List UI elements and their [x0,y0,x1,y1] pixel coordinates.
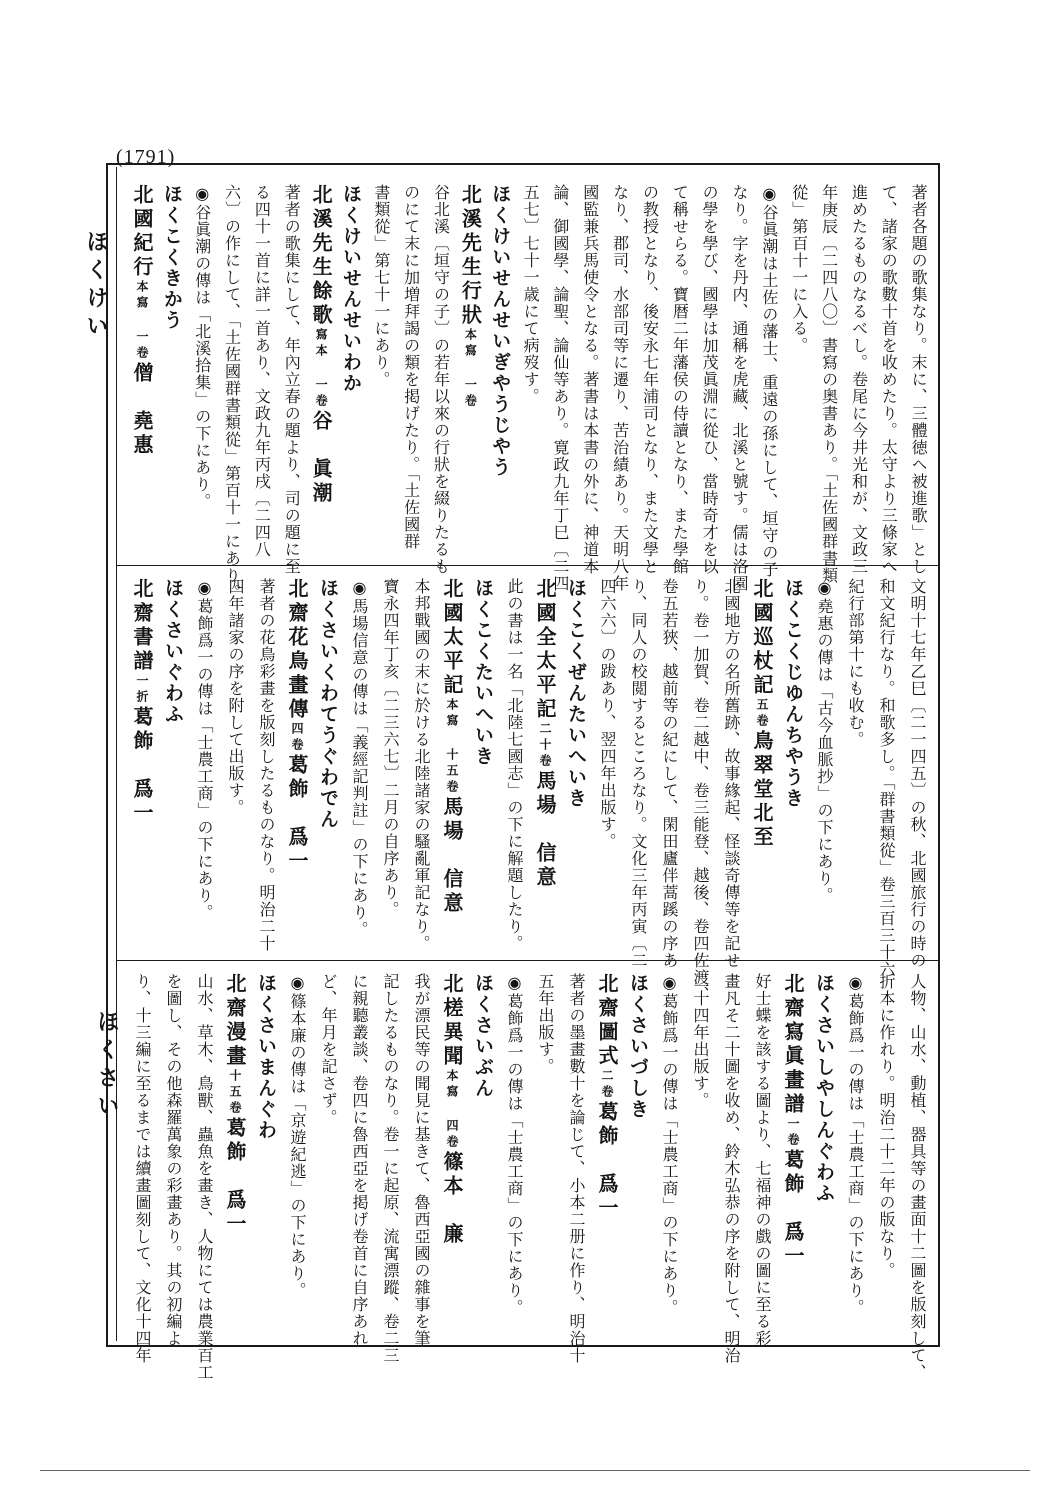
entry-reading: ほくさいづしき [627,973,649,1120]
text-column: 畫凡そ二十圖を收め、鈴木弘恭の序を附して、明治 [722,973,741,1364]
text-column: のにて末に加増拜謁の類を掲げたり。「土佐國群 [401,184,421,550]
text-column: 此の書は一名「北陸七國志」の下に解題したり。 [505,578,524,952]
text-column: 文明十七年乙巳〔二一四五〕の秋、北國旅行の時の [908,578,927,969]
entry-title [440,973,464,1247]
entry-title [285,578,309,874]
volume-info: 本寫 四卷 [445,1069,459,1151]
text-column: 本邦戰國の末に於ける北陸諸家の騷亂軍記なり。 [412,578,431,952]
title-text: 北國全太平記 [533,578,557,722]
volume-info: 二十卷 [538,722,552,770]
text-column: 谷北溪〔垣守の子〕の若年以來の行狀を綴りたるも [431,184,451,575]
text-column: 好士蝶を該する圖より、七福神の戲の圖に至る彩 [753,973,772,1347]
text-column: 著者の花鳥彩畫を版刻したるものなり。明治二十 [257,578,276,952]
author-name: 葛飾 爲一 [595,1101,619,1221]
title-text: 北齋圖式 [595,973,619,1069]
entry-title [130,184,154,458]
title-text: 北國紀行 [130,184,154,280]
author-name: 葛飾 爲一 [781,1149,805,1269]
author-name: 谷 眞潮 [309,410,334,506]
volume-info: 本寫 一卷 [463,328,478,410]
margin-heading-bottom: ほくさい [94,1010,120,1122]
text-column: 二十四年出版す。 [691,973,710,1109]
text-column: なり、郡司、水部司等に遷り、苦治績あり。天明八年 [610,184,630,592]
author-name: 馬場 信意 [533,770,557,890]
entry-title [440,578,464,916]
author-name: 葛飾 爲一 [130,706,154,826]
entry-reading: ほくこくじゆんちやうき [782,578,804,809]
entry-reading: ほくさいくわてうぐわでん [317,578,339,830]
text-column: 我が漂民等の聞見に基きて、魯西亞國の雜事を筆 [412,973,431,1347]
text-column: 折本に作れり。明治二十二年の版なり。 [877,973,896,1279]
entry-title [309,184,333,506]
title-text: 北國太平記 [440,578,464,698]
text-column: る四十一首に詳一首あり、文政九年丙戌〔二四八 [252,184,272,558]
text-column: 紀行部第十にも收む。 [846,578,865,748]
volume-info: 二卷 [600,1069,614,1101]
text-column: 四年諸家の序を附して出版す。 [226,578,245,816]
author-name: 葛飾 爲一 [285,754,309,874]
text-column: 六〕の作にして、「土佐國群書類從」第百十一にあり。 [222,184,242,601]
entry-reading: ほくさいまんぐわ [255,973,277,1141]
text-column: 著者各題の歌集なり。末に、三體徳ヘ被進歌」とし [909,184,929,575]
author-name: 鳥翠堂北至 [750,730,774,850]
entry-title [130,578,154,826]
title-text: 北齋寫眞畫譜 [781,973,805,1117]
entry-reading: ほくこくきかう [160,184,183,331]
title-text: 北國巡杖記 [750,578,774,698]
text-column: り、同人の校閲するところなり。文化三年丙寅〔二 [629,578,648,969]
volume-info: 一折 [135,674,149,706]
text-column: ◉馬場信意の傳は「義經記判註」の下にあり。 [350,578,369,938]
text-column: 論、御國學、論聖、論仙等あり。寛政九年丁巳〔二四 [550,184,570,592]
text-column: ◉谷眞潮の傳は「北溪拾集」の下にあり。 [192,184,212,510]
text-column: 從」第百十一に入る。 [789,184,809,354]
text-column: 進めたるものなるべし。卷尾に今井光和が、文政三 [849,184,869,575]
text-column: り、十三編に至るまでは續畫圖刻して、文化十四年 [133,973,152,1364]
volume-info: 本寫 一卷 [135,280,149,362]
text-column: ◉葛飾爲一の傳は「士農工商」の下にあり。 [660,973,679,1316]
volume-info: 本寫 十五卷 [445,698,459,796]
text-column: り。卷一加賀、卷二越中、卷三能登、越後、卷四佐渡、 [691,578,710,1003]
title-text: 北齋漫畫 [223,973,247,1069]
entry-title [750,578,774,850]
section-middle [120,570,936,1003]
text-column: ◉篠本廉の傳は「京遊紀逃」の下にあり。 [288,973,307,1299]
author-name: 篠本 廉 [440,1151,464,1247]
entry-reading: ほくさいしやしんぐわふ [813,973,835,1204]
text-column: ◉堯惠の傳は「古今血脈抄」の下にあり。 [815,578,834,904]
text-column: 寶永四年丁亥〔二三六七〕二月の自序あり。 [381,578,400,918]
entry-reading: ほくさいぐわふ [162,578,184,725]
text-column: ◉葛飾爲一の傳は「士農工商」の下にあり。 [846,973,865,1316]
entry-title [223,973,247,1237]
entry-title [533,578,557,890]
text-column: 五年出版す。 [536,973,555,1075]
author-name: 馬場 信意 [440,796,464,916]
entry-reading: ほくけいせんせいわか [339,184,362,394]
text-column: 北國地方の名所舊跡、故事緣起、怪談奇傳等を記せ [722,578,741,969]
text-column: 卷五若狹、越前等の紀にして、閑田廬伴蒿蹊の序あ [660,578,679,969]
section-divider [116,960,940,961]
text-column: 四六六〕の跋あり、翌四年出版す。 [598,578,617,850]
volume-info: 寫本 一卷 [314,328,329,410]
margin-heading-top: ほくけい [83,230,109,342]
entry-title [458,184,482,410]
volume-info: 一卷 [786,1117,800,1149]
text-column: 人物、山水、動植、器具等の畫面十二圖を版刻して、 [908,973,927,1381]
bottom-rule [40,1470,1030,1471]
entry-title [595,973,619,1221]
volume-info: 五卷 [755,698,769,730]
volume-info: 十五卷 [228,1069,242,1117]
text-column: 國監兼兵馬使令となる。著書は本書の外に、神道本 [580,184,600,575]
title-text: 北齋書譜 [130,578,154,674]
page-number: (1791) [116,146,176,168]
entry-reading: ほくけいせんせいぎやうじやう [489,184,512,478]
text-column: を圖し、その他森羅萬象の彩畫あり。其の初編よ [164,973,183,1347]
text-column: なり。字を丹内、通稱を虎藏、北溪と號す。儒は洛園 [730,184,750,592]
text-column: ど、年月を記さず。 [319,973,338,1126]
text-column: の學を學び、國學は加茂眞淵に從ひ、當時奇才を以 [700,184,720,575]
title-text: 北溪先生行狀 [458,184,483,328]
text-column: て稱せらる。寶暦二年藩侯の侍讀となり、また學館 [670,184,690,575]
text-column: 和文紀行なり。和歌多し。「群書類從」卷三百三十六 [877,578,896,978]
title-text: 北槎異聞 [440,973,464,1069]
text-column: 年庚辰〔二四八〇〕書寫の奥書あり。「土佐國群書類 [819,184,839,584]
author-name: 僧 堯惠 [130,362,154,458]
title-text: 北溪先生餘歌 [309,184,334,328]
text-column: ◉谷眞潮は土佐の藩士、重遠の孫にして、垣守の子 [759,184,779,578]
volume-info: 四卷 [290,722,304,754]
entry-reading: ほくこくぜんたいへいき [565,578,587,809]
text-column: の教授となり、後安永七年浦司となり、また文學と [640,184,660,575]
title-text: 北齋花鳥畫傳 [285,578,309,722]
text-column: 山水、草木、鳥獸、蟲魚を畫き、人物にては農業百工 [195,973,214,1381]
entry-title [781,973,805,1269]
text-column: 記したるものなり。卷一に起原、流寓漂蹤、卷二三 [381,973,400,1364]
text-column: て、諸家の歌數十首を收めたり。太守より三條家へ [879,184,899,575]
entry-reading: ほくこくたいへいき [472,578,494,767]
section-bottom [120,965,936,1381]
text-column: ◉葛飾爲一の傳は「士農工商」の下にあり。 [195,578,214,921]
text-column: ◉葛飾爲一の傳は「士農工商」の下にあり。 [505,973,524,1316]
text-column: 著者の歌集にして、年內立春の題より、司の題に至 [282,184,302,575]
text-column: 著者の墨畫數十を論じて、小本二册に作り、明治十 [567,973,586,1364]
section-top [120,176,936,601]
text-column: 五七〕七十一歳にて病歿す。 [521,184,541,405]
text-column: 書類從」第七十一にあり。 [371,184,391,388]
entry-reading: ほくさいぶん [472,973,494,1099]
text-column: に親聽叢談、卷四に魯西亞を掲げ卷首に自序あれ [350,973,369,1347]
author-name: 葛飾 爲一 [223,1117,247,1237]
